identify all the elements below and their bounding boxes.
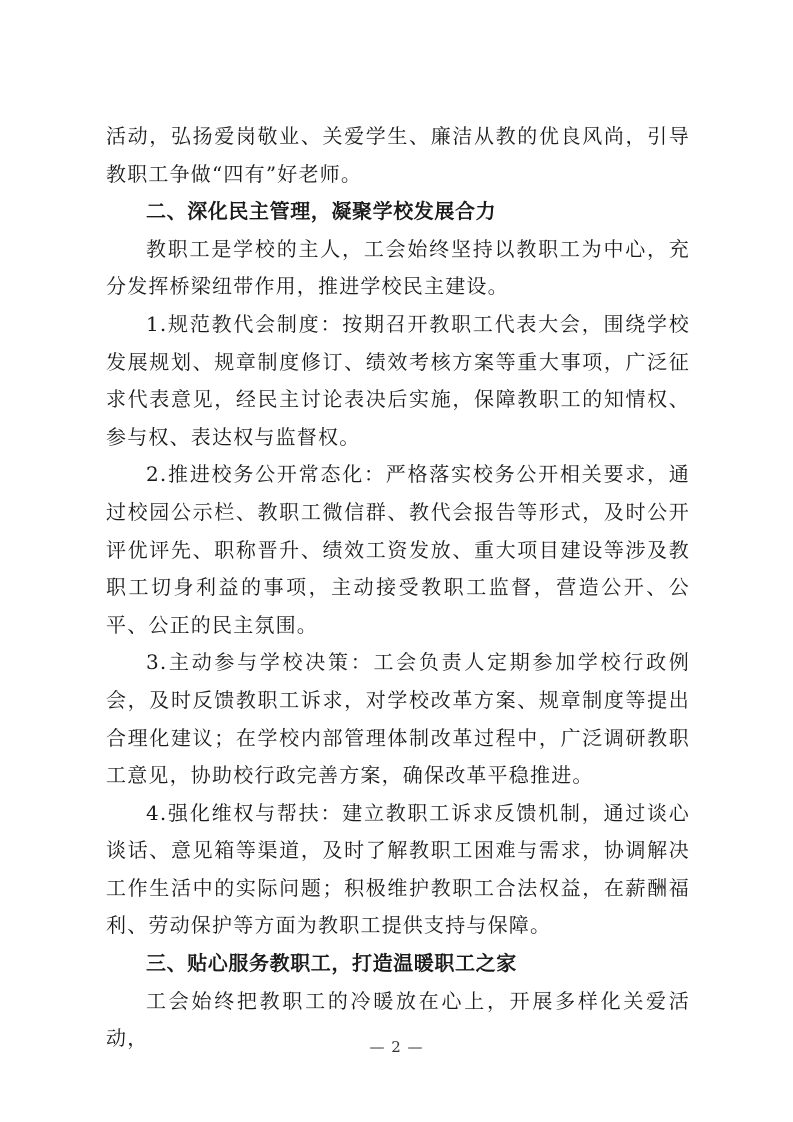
- paragraph-item-1: 1.规范教代会制度：按期召开教职工代表大会，围绕学校发展规划、规章制度修订、绩效考核方案等重大事项，广泛征求代表意见，经民主讨论表决后实施，保障教职工的知情权、参与权、表达权与监督权。: [106, 311, 690, 449]
- paragraph-item-3: 3.主动参与学校决策：工会负责人定期参加学校行政例会，及时反馈教职工诉求，对学校改革方案、规章制度等提出合理化建议；在学校内部管理体制改革过程中，广泛调研教职工意见，协助校行政完善方案，确保改革平稳推进。: [106, 650, 690, 788]
- document-body: [106, 118, 690, 1058]
- page-number: — 2 —: [369, 1038, 424, 1056]
- paragraph-item-2: 2.推进校务公开常态化：严格落实校务公开相关要求，通过校园公示栏、教职工微信群、教代会报告等形式，及时公开评优评先、职称晋升、绩效工资发放、重大项目建设等涉及教职工切身利益的事项，主动接受教职工监督，营造公开、公平、公正的民主氛围。: [106, 462, 690, 637]
- paragraph-section-2-intro: 教职工是学校的主人，工会始终坚持以教职工为中心，充分发挥桥梁纽带作用，推进学校民主建设。: [106, 236, 690, 299]
- paragraph-item-4: 4.强化维权与帮扶：建立教职工诉求反馈机制，通过谈心谈话、意见箱等渠道，及时了解教职工困难与需求，协调解决工作生活中的实际问题；积极维护教职工合法权益，在薪酬福利、劳动保护等方面为教职工提供支持与保障。: [106, 800, 690, 938]
- paragraph-continuation: 活动，弘扬爱岗敬业、关爱学生、廉洁从教的优良风尚，引导教职工争做“四有”好老师。: [106, 124, 690, 186]
- section-heading-3: 三、贴心服务教职工，打造温暖职工之家: [146, 951, 517, 976]
- section-heading-2: 二、深化民主管理，凝聚学校发展合力: [146, 199, 497, 224]
- paragraph-section-3-intro: 工会始终把教职工的冷暖放在心上，开展多样化关爱活动，: [106, 988, 690, 1051]
